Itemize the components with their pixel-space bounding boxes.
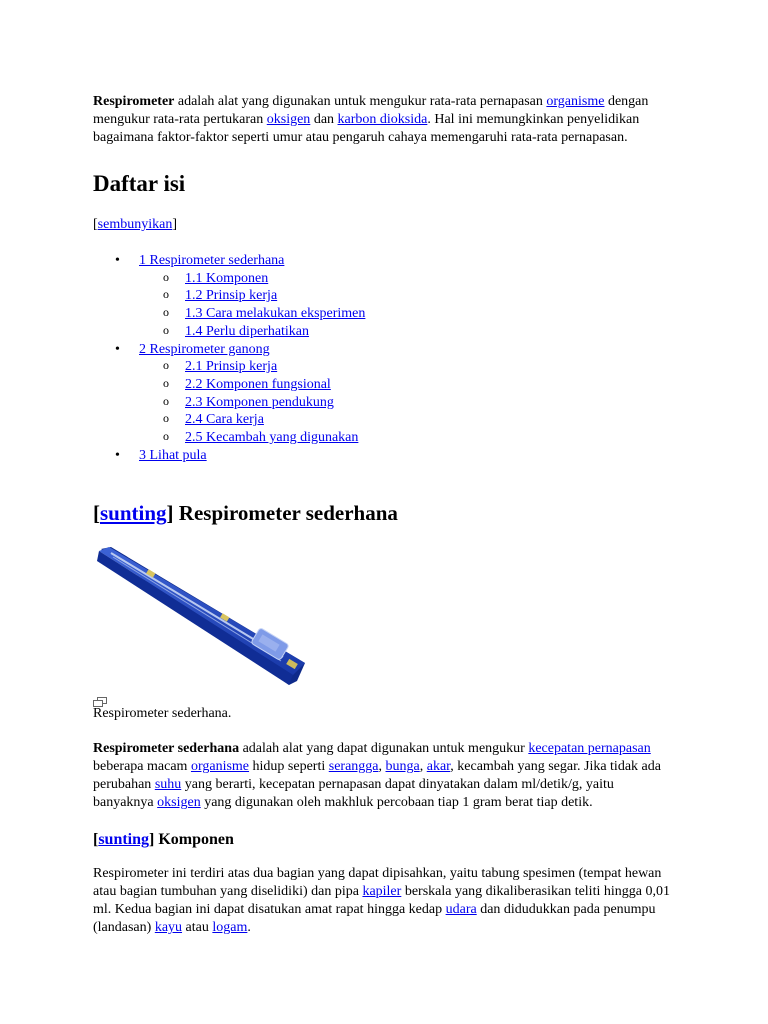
link-udara[interactable]: udara <box>445 902 477 918</box>
toc-sublist <box>139 270 673 341</box>
image-caption: Respirometer sederhana. <box>93 706 232 722</box>
toc-subitem <box>139 429 673 447</box>
intro-term: Respirometer <box>93 94 175 109</box>
toc-item <box>93 341 673 447</box>
toc-sublink[interactable]: 1.1 Komponen <box>185 270 269 286</box>
toc-sublink[interactable]: 2.5 Kecambah yang digunakan <box>185 430 359 446</box>
intro-paragraph: Respirometer adalah alat yang digunakan untuk mengukur rata-rata pernapasan organisme dengan mengukur rata-rata pertukaran oksigen dan karbon dioksida. Hal ini memungkinkan penyelidikan bagaimana faktor-faktor seperti umur atau pengaruh cahaya memengaruhi rata-rata pernapasan. <box>93 94 649 145</box>
toc-sublink[interactable]: 2.3 Komponen pendukung <box>185 394 334 410</box>
link-kecepatan-pernapasan[interactable]: kecepatan pernapasan <box>528 741 651 757</box>
respirometer-image <box>93 545 307 689</box>
link-organisme[interactable]: organisme <box>190 759 250 775</box>
toc-title: Daftar isi <box>93 171 186 196</box>
toc-subitem <box>139 305 673 323</box>
link-karbon-dioksida[interactable]: karbon dioksida <box>337 112 428 127</box>
toc-subitem <box>139 270 673 288</box>
section-paragraph: Respirometer sederhana adalah alat yang dapat digunakan untuk mengukur kecepatan pernapasan beberapa macam organisme hidup seperti serangga, bunga, akar, kecambah yang segar. Jika tidak ada perubahan suhu yang berarti, kecepatan pernapasan dapat dinyatakan dalam ml/detik/g, yaitu banyaknya oksigen yang digunakan oleh makhluk percobaan tiap 1 gram berat tiap detik. <box>93 741 661 811</box>
toc-item <box>93 252 673 341</box>
toc-sublink[interactable]: 2.2 Komponen fungsional <box>185 376 331 392</box>
toc-sublink[interactable]: 2.1 Prinsip kerja <box>185 359 278 375</box>
toc-subitem <box>139 411 673 429</box>
toc-sublink[interactable]: 1.2 Prinsip kerja <box>185 288 278 304</box>
toc-toggle: [sembunyikan] <box>93 217 177 232</box>
link-suhu[interactable]: suhu <box>154 777 182 793</box>
enlarge-icon[interactable] <box>93 695 107 705</box>
toc-subitem <box>139 376 673 394</box>
toc-subitem <box>139 323 673 341</box>
link-kayu[interactable]: kayu <box>154 920 183 936</box>
link-serangga[interactable]: serangga <box>328 759 379 775</box>
article-body <box>93 93 673 937</box>
link-logam[interactable]: logam <box>212 920 248 936</box>
toc-sublist <box>139 358 673 447</box>
toc-sublink[interactable]: 1.3 Cara melakukan eksperimen <box>185 306 366 322</box>
toc-hide-link[interactable]: sembunyikan <box>97 217 173 232</box>
respirometer-illustration <box>93 545 307 689</box>
link-kapiler[interactable]: kapiler <box>362 884 402 900</box>
edit-link[interactable]: sunting <box>98 831 150 849</box>
toc-subitem <box>139 394 673 412</box>
toc-sublink[interactable]: 2.4 Cara kerja <box>185 412 264 428</box>
link-bunga[interactable]: bunga <box>385 759 420 775</box>
toc-sublink[interactable]: 1.4 Perlu diperhatikan <box>185 323 310 339</box>
subsection-heading: [sunting] Komponen <box>93 831 234 849</box>
link-organisme[interactable]: organisme <box>546 94 605 109</box>
toc-link[interactable]: 3 Lihat pula <box>139 447 207 463</box>
link-akar[interactable]: akar <box>426 759 451 775</box>
section-heading: [sunting] Respirometer sederhana <box>93 501 398 526</box>
link-oksigen[interactable]: oksigen <box>266 112 311 127</box>
subsection-paragraph: Respirometer ini terdiri atas dua bagian yang dapat dipisahkan, yaitu tabung spesimen (tempat hewan atau bagian tumbuhan yang diselidiki) dan pipa kapiler berskala yang dikaliberasikan teliti hingga 0,01 ml. Kedua bagian ini dapat disatukan amat rapat hingga kedap udara dan didudukkan pada penumpu (landasan) kayu atau logam. <box>93 866 670 936</box>
table-of-contents <box>93 252 673 464</box>
edit-link[interactable]: sunting <box>100 501 167 526</box>
toc-subitem <box>139 287 673 305</box>
toc-link[interactable]: 1 Respirometer sederhana <box>139 253 285 268</box>
toc-link[interactable]: 2 Respirometer ganong <box>139 341 270 357</box>
toc-item <box>93 447 673 465</box>
toc-subitem <box>139 358 673 376</box>
link-oksigen[interactable]: oksigen <box>157 795 201 811</box>
